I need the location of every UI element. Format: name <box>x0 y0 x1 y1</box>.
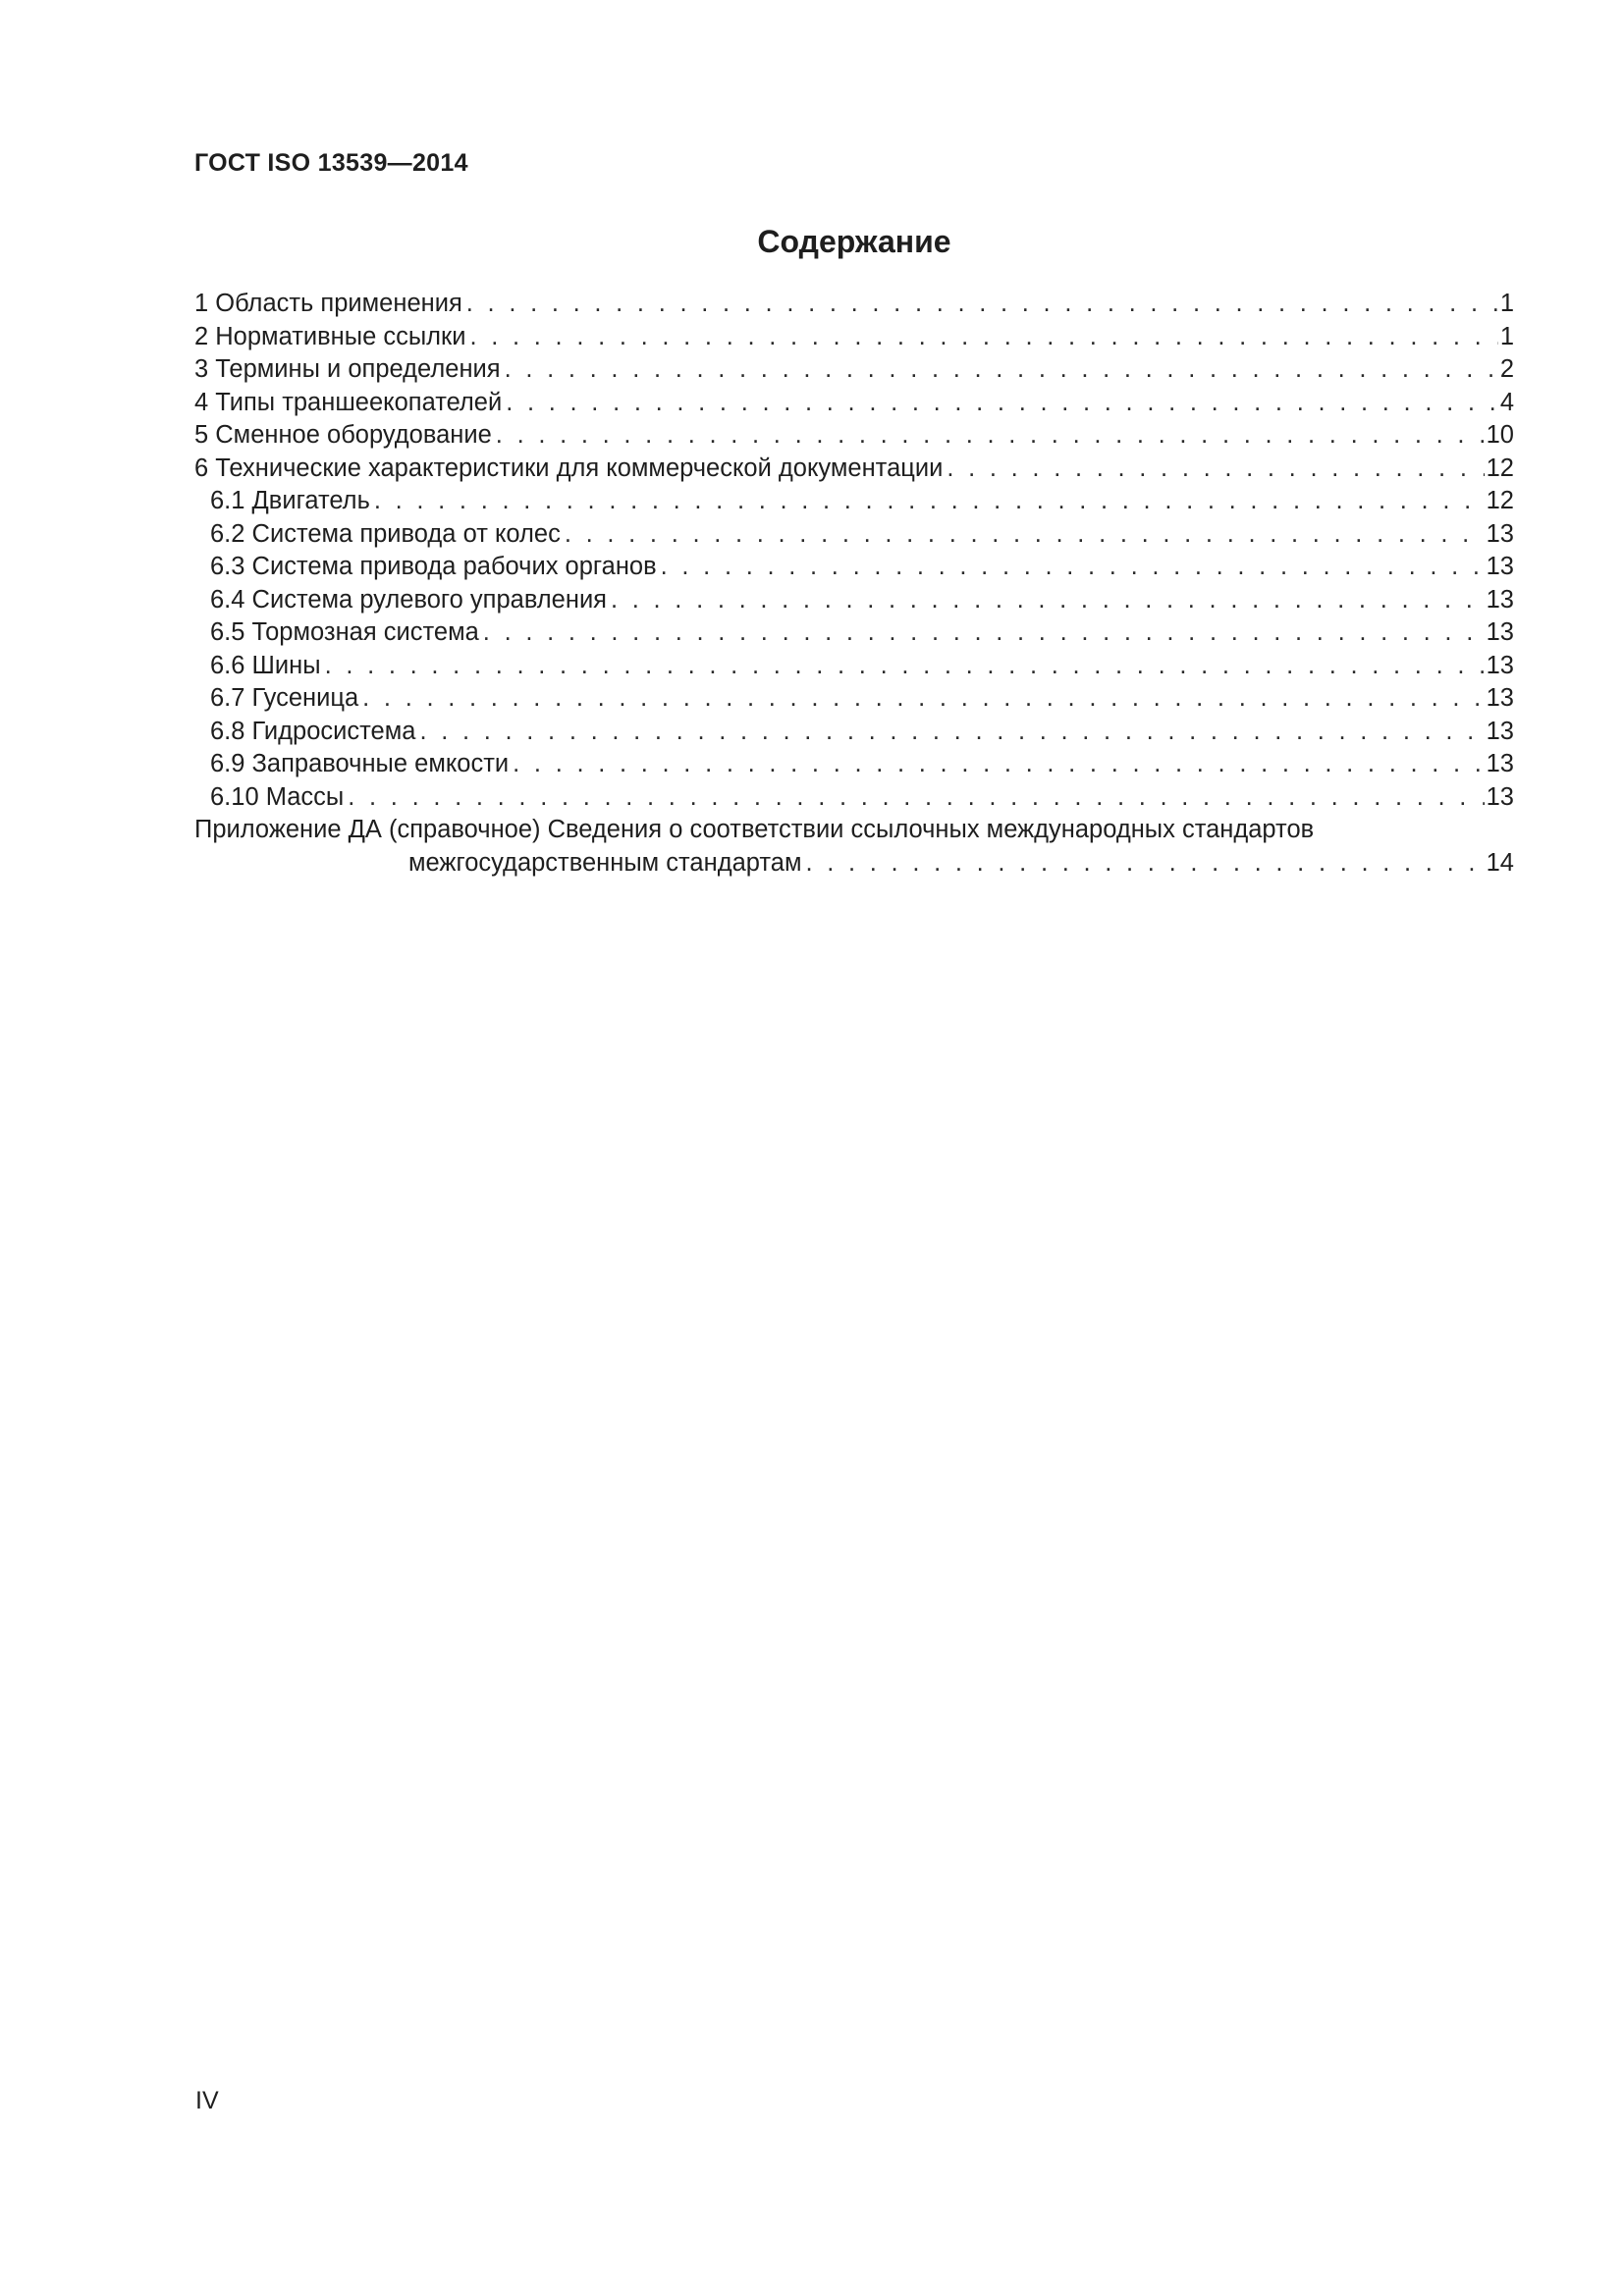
dot-leader <box>565 518 1485 552</box>
page-number: IV <box>195 2087 219 2114</box>
toc-entry-page: 12 <box>1486 487 1514 514</box>
toc-entry-page: 13 <box>1486 553 1514 580</box>
toc-entry-page: 13 <box>1486 651 1514 679</box>
toc-entry-label: 6.6 Шины <box>210 651 321 679</box>
toc-entry-5[interactable] <box>194 419 1514 453</box>
toc-entry-page: 13 <box>1486 585 1514 614</box>
document-header: ГОСТ ISO 13539—2014 <box>194 149 468 177</box>
toc-entry-6-9[interactable] <box>194 748 1514 781</box>
dot-leader <box>611 584 1485 617</box>
toc-entry-label: 6.1 Двигатель <box>210 487 370 514</box>
toc-entry-page: 13 <box>1486 750 1514 777</box>
toc-entry-label: 6 Технические характеристики для коммерческой документации <box>194 454 944 482</box>
toc-entry-label: 6.2 Система привода от колес <box>210 519 561 548</box>
toc-entry-page: 10 <box>1486 421 1514 449</box>
toc-entry-page: 1 <box>1499 322 1514 350</box>
dot-leader <box>466 288 1498 321</box>
dot-leader <box>419 716 1484 749</box>
toc-entry-page: 1 <box>1499 290 1514 317</box>
toc-entry-label: 4 Типы траншеекопателей <box>194 388 503 416</box>
toc-entry-label: 6.4 Система рулевого управления <box>210 585 607 614</box>
toc-entry-label: 6.7 Гусеница <box>210 684 359 712</box>
dot-leader <box>513 748 1484 781</box>
toc-entry-4[interactable] <box>194 387 1514 420</box>
toc-entry-1[interactable] <box>194 288 1514 321</box>
toc-entry-label: 6.9 Заправочные емкости <box>210 750 510 777</box>
toc-entry-annex[interactable] <box>194 814 1514 880</box>
dot-leader <box>325 650 1485 683</box>
page-title: Содержание <box>757 224 951 259</box>
toc-entry-label: межгосударственным стандартам <box>408 848 802 877</box>
toc-entry-6[interactable] <box>194 453 1514 486</box>
toc-entry-label: 6.3 Система привода рабочих органов <box>210 553 657 580</box>
toc-entry-label: 2 Нормативные ссылки <box>194 322 466 350</box>
toc-entry-6-2[interactable] <box>194 518 1514 552</box>
toc-entry-label: 3 Термины и определения <box>194 355 501 383</box>
toc-entry-3[interactable] <box>194 353 1514 387</box>
toc-entry-6-10[interactable] <box>194 781 1514 815</box>
dot-leader <box>362 682 1484 716</box>
toc-entry-6-5[interactable] <box>194 616 1514 650</box>
toc-entry-page: 4 <box>1499 388 1514 416</box>
dot-leader <box>374 485 1485 518</box>
toc-entry-page: 14 <box>1486 848 1514 877</box>
dot-leader <box>805 847 1484 881</box>
annex-continuation <box>194 847 1514 881</box>
toc-entry-2[interactable] <box>194 321 1514 354</box>
toc-entry-page: 2 <box>1499 355 1514 383</box>
toc-entry-page: 13 <box>1486 782 1514 811</box>
toc-entry-label: 6.5 Тормозная система <box>210 618 479 646</box>
annex-title-line: Приложение ДА (справочное) Сведения о соответствии ссылочных международных стандартов <box>194 816 1315 843</box>
toc-entry-page: 13 <box>1486 618 1514 646</box>
toc-entry-page: 12 <box>1486 454 1514 482</box>
table-of-contents <box>194 288 1514 880</box>
toc-entry-6-7[interactable] <box>194 682 1514 716</box>
toc-entry-6-8[interactable] <box>194 716 1514 749</box>
toc-entry-6-1[interactable] <box>194 485 1514 518</box>
toc-entry-label: 6.8 Гидросистема <box>210 717 416 745</box>
toc-entry-6-6[interactable] <box>194 650 1514 683</box>
toc-entry-label: 6.10 Массы <box>210 782 345 811</box>
dot-leader <box>496 419 1485 453</box>
toc-entry-6-4[interactable] <box>194 584 1514 617</box>
toc-entry-page: 13 <box>1486 717 1514 745</box>
dot-leader <box>506 387 1498 420</box>
dot-leader <box>661 551 1485 584</box>
toc-entry-label: 5 Сменное оборудование <box>194 421 492 449</box>
dot-leader <box>947 453 1484 486</box>
dot-leader <box>469 321 1497 354</box>
toc-entry-6-3[interactable] <box>194 551 1514 584</box>
dot-leader <box>483 616 1485 650</box>
dot-leader <box>505 353 1498 387</box>
toc-entry-label: 1 Область применения <box>194 290 462 317</box>
toc-entry-page: 13 <box>1486 684 1514 712</box>
dot-leader <box>348 781 1484 815</box>
toc-entry-page: 13 <box>1486 519 1514 548</box>
